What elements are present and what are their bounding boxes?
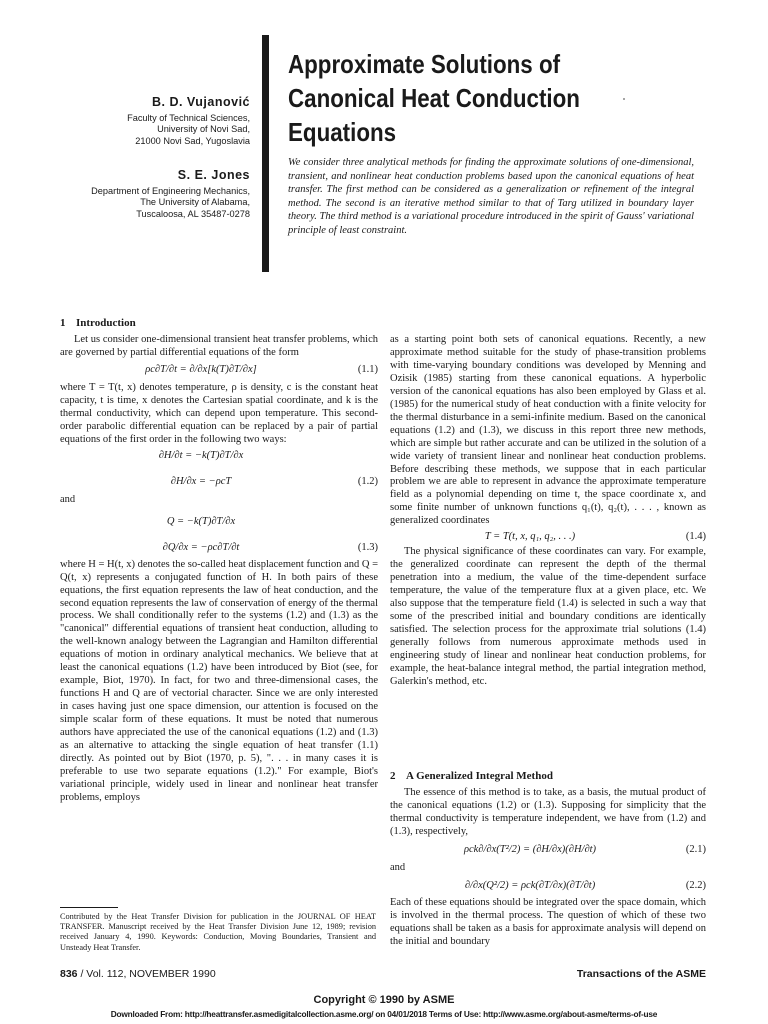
equation-1-1 [60, 363, 378, 379]
author-name: B. D. Vujanović [151, 95, 250, 109]
equation-expression: ∂H/∂x = −ρcT [170, 476, 232, 488]
section-heading-generalized-integral-method [390, 770, 553, 782]
paragraph: as a starting point both sets of canonical equations. Recently, a new approximate method suitable for the study of phase-transition problems with time-varying boundary conditions was developed by Menning and Ozisik (1985) starting from these canonical equations. A hyperbolic version of the canonical equations has also been employed by Glass et al. (1985) for the numerical study of heat conduction with a finite velocity for the thermal disturbance in a semi-infinite medium. Based on the canonical equations (1.2) and (1.3), we discuss in this report three new methods, which are simple but rather accurate and can be utilized in the solution of a wide variety of transient linear and nonlinear heat conduction problems. Before describing these methods, we suppose that in each particular problem we are able to represent in advance the approximate temperature field as a polynomial depending on time t, the space coordinate x, and some finite number of unknown functions q₁(t), q₂(t), . . . , known as generalized coordinates [390, 334, 706, 527]
download-notice: Downloaded From: http://heattransfer.asmedigitalcollection.asme.org/ on 04/01/2018 Terms of Use: http://www.asme.org/about-asme/terms-of-use [110, 1009, 658, 1019]
right-column [390, 334, 706, 689]
scan-speck [623, 98, 625, 100]
equation-expression: ρck∂/∂x(T²/2) = (∂H/∂x)(∂H/∂t) [463, 844, 597, 856]
author-affiliation [0, 186, 250, 220]
footnote-rule [60, 907, 118, 908]
equation-1-2a [60, 449, 378, 465]
equation-expression: ∂Q/∂x = −ρc∂T/∂t [162, 542, 240, 554]
title-line: Approximate Solutions of [288, 49, 561, 79]
equation-2-1 [390, 843, 706, 859]
paper-title [288, 47, 649, 149]
right-column-section-2 [390, 787, 706, 949]
footnote: Contributed by the Heat Transfer Division for publication in the JOURNAL OF HEAT TRANSFER. Manuscript received by the Heat Transfer Division June 12, 1989; revision received January 4, 1990. Keywords: Conduction, Moving Boundaries, Transient and Unsteady Heat Transfer. [60, 912, 376, 952]
journal-issue: / Vol. 112, NOVEMBER 1990 [80, 968, 216, 980]
equation-1-4 [390, 529, 706, 545]
equation-number: (1.1) [357, 364, 378, 376]
copyright-notice: Copyright © 1990 by ASME [313, 994, 455, 1006]
paragraph: where T = T(t, x) denotes temperature, ρ is density, c is the constant heat capacity, t is time, x denotes the Cartesian spatial coordinate, and k is the thermal conductivity, which can depend upon temperature. This second-order parabolic differential equation can be replaced by a pair of partial equations of the first order in the following two ways: [60, 381, 378, 445]
section-title: A Generalized Integral Method [406, 770, 553, 782]
equation-expression: ∂H/∂t = −k(T)∂T/∂x [158, 450, 244, 462]
paragraph: The physical significance of these coordinates can vary. For example, the generalized coordinate can represent the depth of the thermal penetration into a medium, the value of the time-dependent surface temperature, the value of the temperature flux at a given place, etc. We also suppose that the temperature field (1.4) is selected in such a way that some of the prescribed initial and boundary conditions are identically satisfied. The selection process for the approximate trial solutions (1.4) generally follows from numerous approximate methods used in engineering study of linear and nonlinear heat conduction problems, for example, the heat-balance integral method, the partial integration method, Galerkin's method, etc. [390, 546, 706, 687]
title-line: Canonical Heat Conduction [288, 83, 580, 113]
page-number: 836 [60, 968, 78, 980]
equation-1-2b [60, 475, 378, 491]
equation-number: (1.3) [357, 542, 378, 554]
section-title: Introduction [76, 317, 136, 329]
equation-expression: ∂/∂x(Q²/2) = ρck(∂T/∂x)(∂T/∂t) [464, 880, 596, 892]
equation-number: (1.4) [685, 530, 706, 542]
affiliation-line: 21000 Novi Sad, Yugoslavia [135, 135, 250, 146]
title-line: Equations [288, 117, 397, 147]
section-number: 2 [390, 770, 396, 782]
equation-number: (1.2) [357, 476, 378, 488]
equation-number: (2.1) [685, 844, 706, 856]
equation-2-2 [390, 879, 706, 895]
section-number: 1 [60, 317, 66, 329]
author-block-2 [0, 168, 250, 220]
equation-1-3a [60, 515, 378, 531]
affiliation-line: University of Novi Sad, [157, 124, 250, 135]
affiliation-line: Tuscaloosa, AL 35487-0278 [136, 208, 250, 219]
paragraph: The essence of this method is to take, as a basis, the mutual product of the canonical equations (1.2) or (1.3). Supposing for simplicity that the thermal conductivity is temperature independent, we have from (1.2) and (1.3), respectively, [390, 787, 706, 837]
paragraph: Each of these equations should be integrated over the space domain, which is involved in the thermal process. The question of which of these two equations shall be taken as a basis for approximate analysis will depend on the initial and boundary [390, 896, 706, 947]
affiliation-line: Department of Engineering Mechanics, [91, 186, 250, 196]
connector-and: and [390, 861, 406, 873]
affiliation-line: The University of Alabama, [140, 197, 250, 208]
equation-expression: T = T(t, x, q₁, q₂, . . .) [484, 530, 576, 542]
author-name: S. E. Jones [177, 168, 250, 182]
left-column [60, 334, 378, 805]
equation-number: (2.2) [685, 880, 706, 892]
journal-name: Transactions of the ASME [576, 968, 706, 980]
page-footer-left [60, 968, 216, 980]
author-block-1 [0, 95, 250, 147]
equation-1-3b [60, 541, 378, 557]
section-heading-introduction [60, 317, 136, 329]
abstract: We consider three analytical methods for finding the approximate solutions of one-dimensional, transient, and nonlinear heat conduction problems based upon the canonical equations of heat transfer. The first method can be considered as a generalization or refinement of the integral method. The second is an iterative method similar to that of Targ utilized in boundary layer theory. The third method is a variational procedure introduced in the spirit of Gauss' variational principle of least constraint. [288, 157, 694, 236]
paragraph: Let us consider one-dimensional transient heat transfer problems, which are governed by partial differential equations of the form [60, 334, 378, 358]
paragraph: where H = H(t, x) denotes the so-called heat displacement function and Q = Q(t, x) represents a conjugated function of H. In both pairs of these equations, the first equation represents the law of heat conduction, and the second equation represents the law of conservation of energy of the thermal process. We shall conditionally refer to the systems (1.2) and (1.3) as the "canonical" differential equations of transient heat conduction, alluding to the well-known analogy between the Lagrangian and Hamilton differential equations of motion in ordinary analytical mechanics. We believe that at least the canonical equations (1.2) have been introduced by Biot (see, for example, Biot, 1970). In fact, for two and three-dimensional cases, the functions H and Q are of vectorial character. Since we are only interested in cases having just one space dimension, our attention is focused on the simple scalar form of these equations. It must be noted that numerous authors have appreciated the use of the canonical equations (1.2) and (1.3) as an alternative to attacking the single equation of heat transfer (1.1) directly. As pointed out by Biot (1970, p. 5), ". . . in many cases it is preferable to use two separate equations (1.2)." For example, Biot's variational principle, widely used in linear and nonlinear heat transfer problems, employs [60, 558, 378, 803]
affiliation-line: Faculty of Technical Sciences, [127, 113, 250, 123]
author-affiliation [0, 113, 250, 147]
connector-and: and [60, 493, 76, 505]
title-rule [262, 35, 269, 272]
equation-expression: Q = −k(T)∂T/∂x [166, 516, 236, 528]
equation-expression: ρc∂T/∂t = ∂/∂x[k(T)∂T/∂x] [145, 364, 257, 376]
